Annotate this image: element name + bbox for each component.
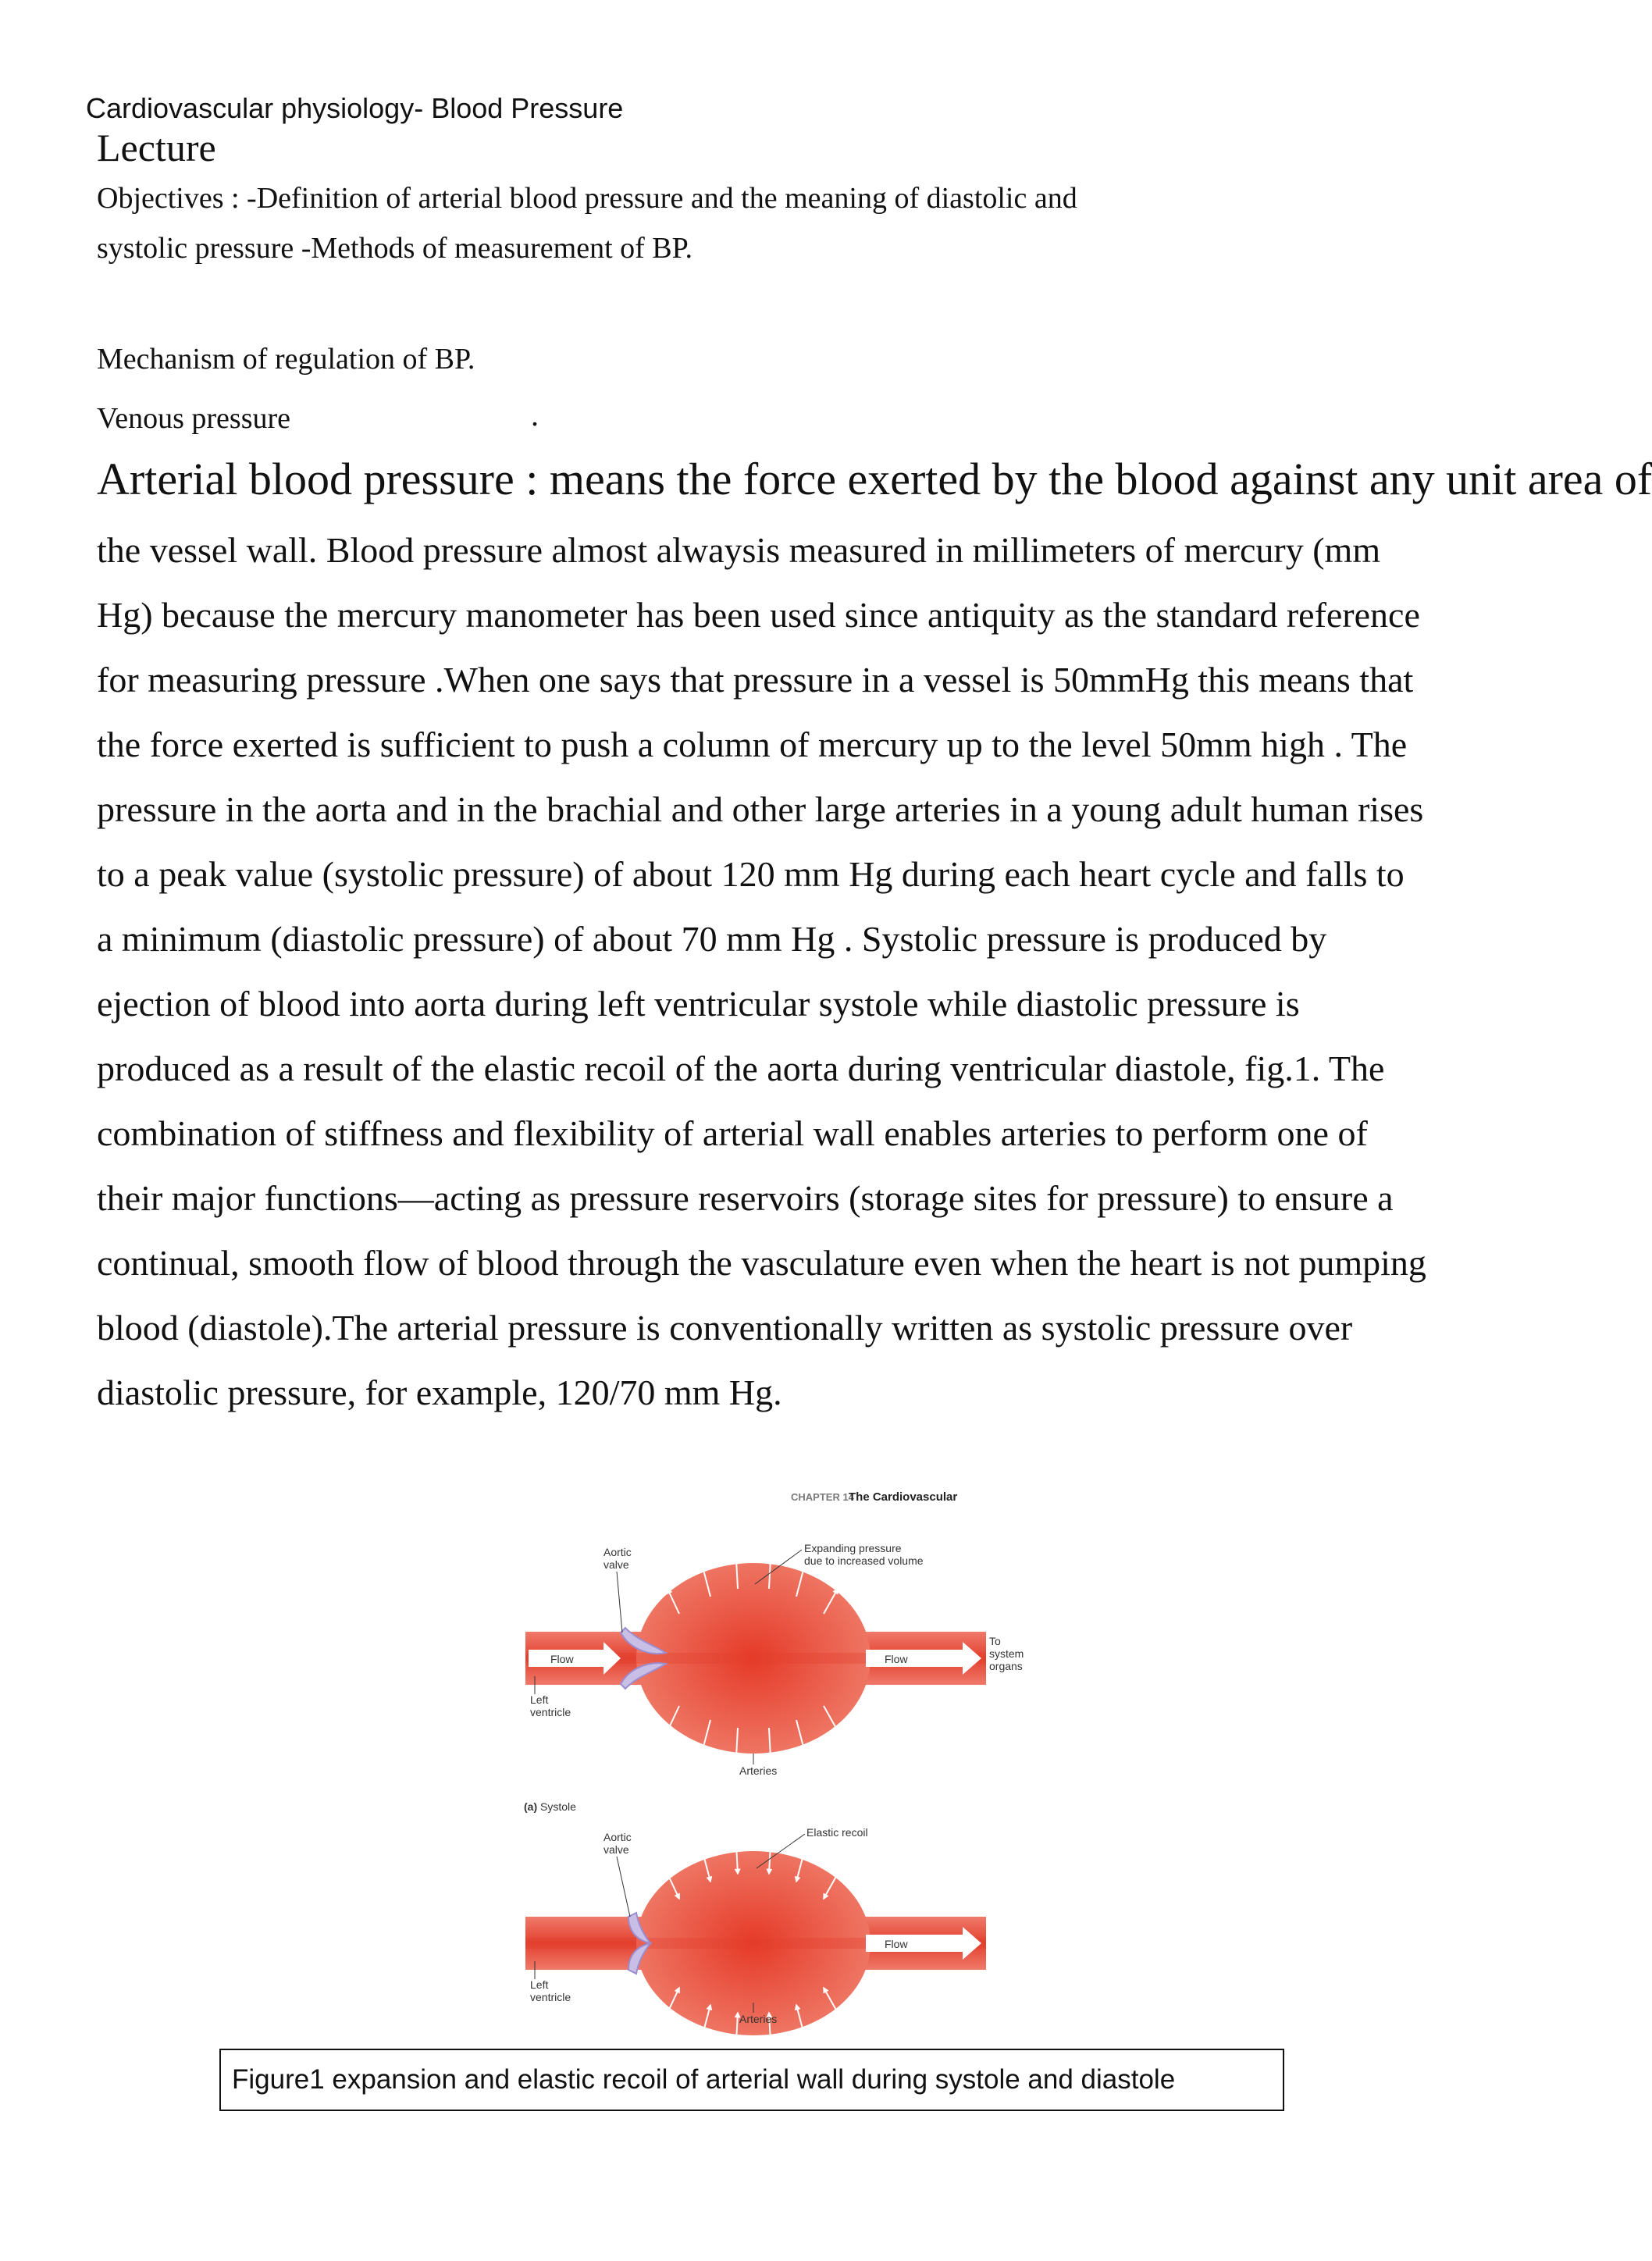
left-ventricle-label: Left ventricle — [530, 1978, 571, 2003]
figure-caption-box — [219, 2049, 1284, 2111]
body-line: ejection of blood into aorta during left ventricular systole while diastolic pressure is — [97, 984, 1300, 1024]
objectives-line-2: systolic pressure -Methods of measurement of BP. — [97, 232, 693, 265]
left-ventricle-label: Left ventricle — [530, 1693, 571, 1718]
body-line: their major functions—acting as pressure reservoirs (storage sites for pressure) to ensure a — [97, 1178, 1394, 1218]
elastic-recoil-label: Elastic recoil — [806, 1826, 868, 1839]
body-lead-line: Arterial blood pressure : means the force exerted by the blood against any unit area of — [97, 454, 1652, 504]
flow-out-label: Flow — [885, 1653, 908, 1665]
figure-chapter-title: The Cardiovascular — [849, 1490, 958, 1504]
body-line: diastolic pressure, for example, 120/70 mm Hg. — [97, 1373, 782, 1412]
body-line: combination of stiffness and flexibility of arterial wall enables arteries to perform one of — [97, 1113, 1368, 1153]
aortic-valve-label: Aortic valve — [603, 1831, 632, 1856]
flow-out-label: Flow — [885, 1938, 908, 1950]
body-line: for measuring pressure .When one says that pressure in a vessel is 50mmHg this means that — [97, 660, 1414, 700]
panel-a-label: (a) Systole — [524, 1800, 576, 1813]
course-title: Cardiovascular physiology- Blood Pressure — [86, 92, 624, 124]
body-line: continual, smooth flow of blood through the vasculature even when the heart is not pumping — [97, 1243, 1426, 1283]
diastole-panel — [525, 1826, 986, 2042]
artery-figure — [511, 1479, 1024, 2049]
figure-chapter-label: CHAPTER 14 — [791, 1491, 854, 1503]
body-line: produced as a result of the elastic recoil of the aorta during ventricular diastole, fig.1. The — [97, 1049, 1385, 1088]
body-line: pressure in the aorta and in the brachial and other large arteries in a young adult human rises — [97, 789, 1424, 829]
body-line: to a peak value (systolic pressure) of about 120 mm Hg during each heart cycle and falls to — [97, 854, 1405, 894]
body-line: a minimum (diastolic pressure) of about 70 mm Hg . Systolic pressure is produced by — [97, 919, 1327, 959]
flow-in-label: Flow — [550, 1653, 574, 1665]
objectives-line-1: Objectives : -Definition of arterial blood pressure and the meaning of diastolic and — [97, 182, 1077, 215]
topic-venous-mark: . — [531, 397, 539, 433]
body-line: blood (diastole).The arterial pressure is conventionally written as systolic pressure over — [97, 1308, 1353, 1348]
to-system-organs-label: To system organs — [989, 1635, 1024, 1672]
body-line: the force exerted is sufficient to push a column of mercury up to the level 50mm high . The — [97, 725, 1408, 764]
systole-panel — [524, 1542, 1027, 1813]
figure-caption: Figure1 expansion and elastic recoil of arterial wall during systole and diastole — [232, 2064, 1176, 2095]
topic-mechanism: Mechanism of regulation of BP. — [97, 343, 475, 376]
body-line: Hg) because the mercury manometer has been used since antiquity as the standard reference — [97, 595, 1420, 635]
body-line: the vessel wall. Blood pressure almost alwaysis measured in millimeters of mercury (mm — [97, 530, 1381, 570]
expanding-pressure-label: Expanding pressure due to increased volume — [804, 1542, 924, 1567]
arteries-label: Arteries — [739, 1764, 778, 1777]
arteries-label: Arteries — [739, 2013, 778, 2025]
topic-venous: Venous pressure — [97, 402, 291, 435]
lecture-heading: Lecture — [97, 126, 216, 169]
aortic-valve-label: Aortic valve — [603, 1546, 632, 1571]
